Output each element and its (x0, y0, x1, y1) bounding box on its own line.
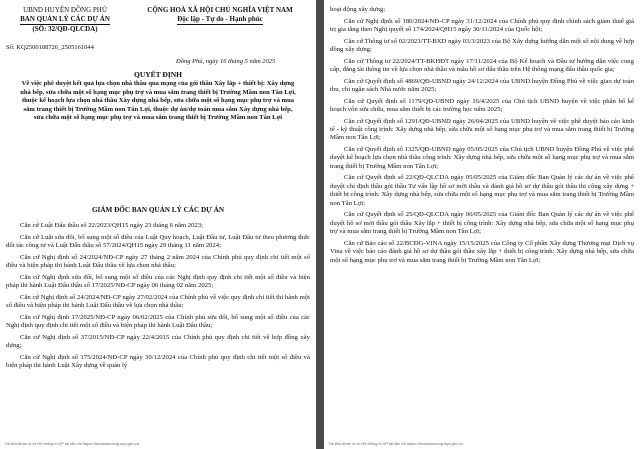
issuer-line-1: UBND HUYỆN ĐỒNG PHÚ (23, 6, 107, 14)
document-page-1 (0, 0, 316, 449)
national-header (128, 6, 312, 25)
issuer-line-2: BAN QUẢN LÝ CÁC DỰ ÁN (20, 15, 110, 23)
national-title: CỘNG HOÀ XÃ HỘI CHỦ NGHĨA VIỆT NAM (147, 6, 293, 14)
page-footer: Tài liệu được in từ Hệ thống e-GP tại địa chỉ https://muasamcong.mpi.gov.vn (4, 441, 140, 446)
document-title: QUYẾT ĐỊNH (134, 70, 182, 79)
page-gutter (316, 0, 324, 449)
legal-basis-item: Căn cứ Quyết định số 4869/QĐ-UBND ngày 24/12/2024 của UBND huyện Đồng Phú về việc giao dự toán thu, chi ngân sách Nhà nước năm 2025; (330, 77, 634, 93)
legal-basis-item: Căn cứ Quyết định số 1291/QĐ-UBND ngày 26/04/2025 của UBND huyện về việc phê duyệt báo cáo kinh tế - kỹ thuật công trình: Xây dựng nhà bếp, sửa chữa một số hạng mục phụ trợ và mua sắm trang thiết bị Trường Mầm non Tân Lợi; (330, 117, 634, 142)
director-title: GIÁM ĐỐC BAN QUẢN LÝ CÁC DỰ ÁN (91, 206, 225, 214)
legal-basis-item: Căn cứ Báo cáo số 22/BCĐG-VINA ngày 15/15/2025 của Công ty Cổ phần Xây dựng Thương mại Dịch vụ Vina về việc báo cáo đánh giá hồ sơ dự thầu gói thầu xây lắp + thiết bị công trình: Xây dựng nhà bếp, sửa chữa một số hạng mục phụ trợ và mua sắm trang thiết bị Trường Mầm non Tân Lợi; (330, 239, 634, 264)
national-motto: Độc lập - Tự do - Hạnh phúc (177, 15, 263, 23)
legal-basis-item: Căn cứ Nghị định số 175/2024/NĐ-CP ngày 30/12/2024 của Chính phủ quy định chi tiết một số điều và biện pháp thi hành Luật Xây dựng về quản lý (6, 353, 310, 369)
legal-basis-item: Căn cứ Luật Đấu thầu số 22/2023/QH15 ngày 23 tháng 6 năm 2023; (20, 222, 204, 229)
legal-basis-item: Căn cứ Nghị định số 24/2024/NĐ-CP ngày 27/02/2024 của Chính phủ về việc quy định chi tiết thi hành một số điều và biện pháp thi hành Luật Đấu thầu về lựa chọn nhà thầu; (6, 293, 310, 309)
document-date: Đồng Phú, ngày 16 tháng 5 năm 2025 (176, 58, 276, 65)
legal-basis-item: Căn cứ Nghị định 17/2025/NĐ-CP ngày 06/02/2025 của Chính phủ sửa đổi, bổ sung một số điều của các Nghị định quy định chi tiết một số điều và biện pháp thi hành Luật Đấu thầu; (6, 313, 310, 329)
legal-basis-item: Căn cứ Luật sửa đổi, bổ sung một số điều của Luật Quy hoạch, Luật Đầu tư, Luật Đầu tư theo phương thức đối tác công tư và Luật Đấu thầu số 57/2024/QH15 ngày 29 tháng 11 năm 2024; (6, 233, 310, 249)
document-code: Số: KQ2500188726_2505161044 (6, 44, 94, 51)
legal-basis-item: Căn cứ Quyết định số 1179/QĐ-UBND ngày 16/4/2025 của Chủ tịch UBND huyện về việc phân bổ kế hoạch vốn sửa chữa, mua sắm thiết bị các trường học năm 2025; (330, 97, 634, 113)
legal-basis-item: Căn cứ Thông tư 22/2024/TT-BKHĐT ngày 17/11/2024 của Bộ Kế hoạch và Đầu tư hướng dẫn việc cung cấp, đăng tải thông tin về lựa chọn nhà thầu và mẫu hồ sơ đấu thầu trên Hệ thống mạng đấu thầu quốc gia; (330, 57, 634, 73)
document-page-2 (324, 0, 640, 449)
legal-basis-item: Căn cứ Thông tư số 02/2023/TT-BXD ngày 03/3/2023 của Bộ Xây dựng hướng dẫn một số nội dung về hợp đồng xây dựng; (330, 37, 634, 53)
legal-basis-item: Căn cứ Quyết định số 22/QĐ-QLCDA ngày 05/05/2025 của Giám đốc Ban Quản lý các dự án về việc phê duyệt chỉ định thầu gói thầu Tư vấn lập hồ sơ mời thầu và đánh giá hồ sơ dự thầu gói thầu thi công xây dựng + thiết bị công trình: Xây dựng nhà bếp, sửa chữa một số hạng mục phụ trợ và mua sắm trang thiết bị Trường Mầm non Tân Lợi; (330, 174, 634, 207)
legal-basis-list-2 (330, 6, 634, 268)
legal-basis-item: Căn cứ Quyết định số 25/QĐ-QLCDA ngày 06/05/2025 của Giám đốc Ban Quản lý các dự án về việc phê duyệt hồ sơ mời thầu gói thầu Xây lắp + thiết bị công trình: Xây dựng nhà bếp, sửa chữa một số hạng mục phụ trợ và mua sắm trang thiết bị Trường Mầm non Tân Lợi; (330, 211, 634, 236)
legal-basis-list-1 (6, 222, 310, 374)
legal-basis-item: Căn cứ Nghị định số 180/2024/NĐ-CP ngày 31/12/2024 của Chính phủ quy định chính sách giảm thuế giá trị gia tăng theo Nghị quyết số 174/2024/QH15 ngày 30/11/2024 của Quốc hội; (330, 17, 634, 33)
legal-basis-item: Căn cứ Quyết định số 1325/QĐ-UBND ngày 05/05/2025 của Chủ tịch UBND huyện Đồng Phú về việc phê duyệt kế hoạch lựa chọn nhà thầu công trình: Xây dựng nhà bếp, sửa chữa một số hạng mục phụ trợ và mua sắm trang thiết bị Trường Mầm non Tân Lợi; (330, 146, 634, 170)
issuer-number: (SỐ: 32/QĐ-QLCDA) (32, 25, 98, 33)
legal-basis-item: Căn cứ Nghị định số 37/2015/NĐ-CP ngày 22/4/2015 của Chính phủ quy định chi tiết về hợp đồng xây dựng; (6, 333, 310, 349)
continued-text: hoạt động xây dựng; (330, 6, 386, 13)
legal-basis-item: Căn cứ Nghị định sửa đổi, bổ sung một số điều của các Nghị định quy định chi tiết một số điều và biện pháp thi hành Luật Đấu thầu số 17/2025/NĐ-CP ngày 06 tháng 02 năm 2025; (6, 273, 310, 289)
legal-basis-item: Căn cứ Nghị định số 24/2024/NĐ-CP ngày 27 tháng 2 năm 2024 của Chính phủ quy định chi tiết một số điều và biện pháp thi hành Luật Đấu thầu về lựa chọn nhà thầu; (6, 253, 310, 269)
issuer-header (6, 6, 124, 34)
document-subject: Về việc phê duyệt kết quả lựa chọn nhà thầu qua mạng của gói thầu Xây lắp + thiết bị: Xây dựng nhà bếp, sửa chữa một số hạng mục phụ trợ và mua sắm trang thiết bị Trường Mầm non Tân Lợi, thuộc kế hoạch lựa chọn nhà thầu Xây dựng nhà bếp, sửa chữa một số hạng mục phụ trợ và mua sắm trang thiết bị Trường Mầm non Tân Lợi, thuộc dự án/dự toán mua sắm Xây dựng nhà bếp, sửa chữa một số hạng mục phụ trợ và mua sắm trang thiết bị Trường Mầm non Tân Lợi (20, 80, 296, 122)
page-footer: Tài liệu được in từ Hệ thống e-GP tại địa chỉ https://muasamcong.mpi.gov.vn (328, 441, 464, 446)
